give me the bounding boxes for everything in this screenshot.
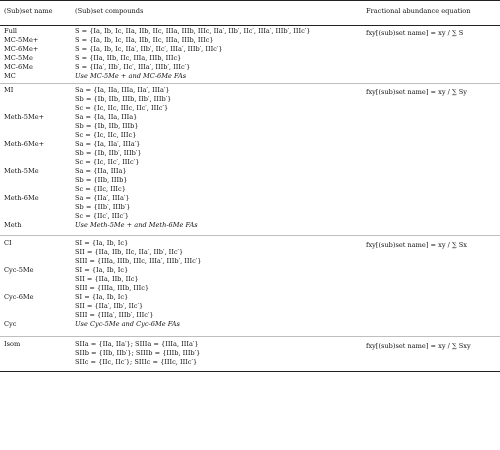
group-isom <box>0 339 500 372</box>
set-compounds: S = {IIa′, IIb′, IIc′, IIIa′, IIIb′, IIIc′} <box>75 63 191 71</box>
set-name: Meth-6Me+ <box>4 140 45 148</box>
set-compounds: Sc = {Ic, IIc, IIIc} <box>75 131 137 139</box>
set-compounds: SIIc = {IIc, IIc′}; SIIIc = {IIIc, IIIc′} <box>75 358 198 366</box>
set-name: MI <box>4 86 14 94</box>
set-name: Meth-6Me <box>4 194 39 202</box>
set-compounds: Use MC-5Me + and MC-6Me FAs <box>75 72 187 80</box>
set-compounds: Sb = {IIb, IIIb} <box>75 176 128 184</box>
set-compounds: Use Cyc-5Me and Cyc-6Me FAs <box>75 320 180 328</box>
set-name: CI <box>4 239 12 247</box>
group-mi <box>0 85 500 236</box>
set-compounds: SIII = {IIIa′, IIIb′, IIIc′} <box>75 311 154 319</box>
set-compounds: SI = {Ia, Ib, Ic} <box>75 266 129 274</box>
set-compounds: Sa = {IIa, IIIa} <box>75 167 127 175</box>
set-compounds: Sa = {Ia, IIa, IIIa, IIa′, IIIa′} <box>75 86 170 94</box>
set-compounds: Sb = {IIb′, IIIb′} <box>75 203 131 211</box>
set-compounds: SI = {Ia, Ib, Ic} <box>75 239 129 247</box>
set-name: Isom <box>4 340 21 348</box>
set-name: Meth-5Me <box>4 167 39 175</box>
set-compounds: Sc = {Ic, IIc, IIIc, IIc′, IIIc′} <box>75 104 169 112</box>
set-compounds: Sb = {Ib, IIb′, IIIb′} <box>75 149 142 157</box>
set-name: MC-6Me+ <box>4 45 39 53</box>
set-compounds: Sa = {IIa′, IIIa′} <box>75 194 130 202</box>
set-compounds: SIIa = {IIa, IIa′}; SIIIa = {IIIa, IIIa′} <box>75 340 199 348</box>
set-name: MC-5Me+ <box>4 36 39 44</box>
equation: fxy[(sub)set name] = xy / ∑ Sy <box>366 88 468 96</box>
set-compounds: S = {Ia, Ib, Ic, IIa, IIb, IIc, IIIa, IIIb, IIIc} <box>75 36 214 44</box>
set-compounds: S = {IIa, IIb, IIc, IIIa, IIIb, IIIc} <box>75 54 182 62</box>
set-compounds: SII = {IIa′, IIb′, IIc′} <box>75 302 144 310</box>
set-compounds: Use Meth-5Me + and Meth-6Me FAs <box>75 221 198 229</box>
equation: fxy[(sub)set name] = xy / ∑ Sxy <box>366 342 471 350</box>
set-compounds: Sc = {Ic, IIc′, IIIc′} <box>75 158 140 166</box>
group-ci <box>0 238 500 337</box>
set-compounds: Sc = {IIc, IIIc} <box>75 185 126 193</box>
set-compounds: S = {Ia, Ib, Ic, IIa, IIb, IIc, IIIa, IIIb, IIIc, IIa′, IIb′, IIc′, IIIa′, IIIb′, IIIc′} <box>75 27 311 35</box>
set-compounds: SI = {Ia, Ib, Ic} <box>75 293 129 301</box>
set-name: Full <box>4 27 18 35</box>
header-name: (Sub)set name <box>4 7 53 15</box>
set-compounds: SIII = {IIIa, IIIb, IIIc, IIIa′, IIIb′, IIIc′} <box>75 257 202 265</box>
set-compounds: SII = {IIa, IIb, IIc, IIa′, IIb′, IIc′} <box>75 248 184 256</box>
set-compounds: Sc = {IIc′, IIIc′} <box>75 212 129 220</box>
group-full <box>0 26 500 84</box>
set-compounds: Sa = {Ia, IIa′, IIIa′} <box>75 140 141 148</box>
set-compounds: S = {Ia, Ib, Ic, IIa′, IIb′, IIc′, IIIa′, IIIb′, IIIc′} <box>75 45 223 53</box>
set-compounds: Sa = {Ia, IIa, IIIa} <box>75 113 138 121</box>
set-compounds: SIII = {IIIa, IIIb, IIIc} <box>75 284 150 292</box>
header-compounds: (Sub)set compounds <box>75 7 144 15</box>
set-compounds: SIIb = {IIb, IIb′}; SIIIb = {IIIb, IIIb′} <box>75 349 201 357</box>
equation: fxy[(sub)set name] = xy / ∑ Sx <box>366 241 468 249</box>
table-header <box>0 0 500 26</box>
set-name: MC-6Me <box>4 63 33 71</box>
equation: fxy[(sub)set name] = xy / ∑ S <box>366 29 464 37</box>
set-compounds: SII = {IIa, IIb, IIc} <box>75 275 139 283</box>
set-compounds: Sb = {Ib, IIb, IIIb, IIb′, IIIb′} <box>75 95 172 103</box>
set-name: Meth-5Me+ <box>4 113 45 121</box>
set-name: Cyc <box>4 320 17 328</box>
set-name: Cyc-6Me <box>4 293 34 301</box>
set-name: Meth <box>4 221 22 229</box>
set-name: Cyc-5Me <box>4 266 34 274</box>
header-equation: Fractional abundance equation <box>366 7 471 15</box>
set-name: MC <box>4 72 16 80</box>
set-name: MC-5Me <box>4 54 33 62</box>
set-compounds: Sb = {Ib, IIb, IIIb} <box>75 122 139 130</box>
